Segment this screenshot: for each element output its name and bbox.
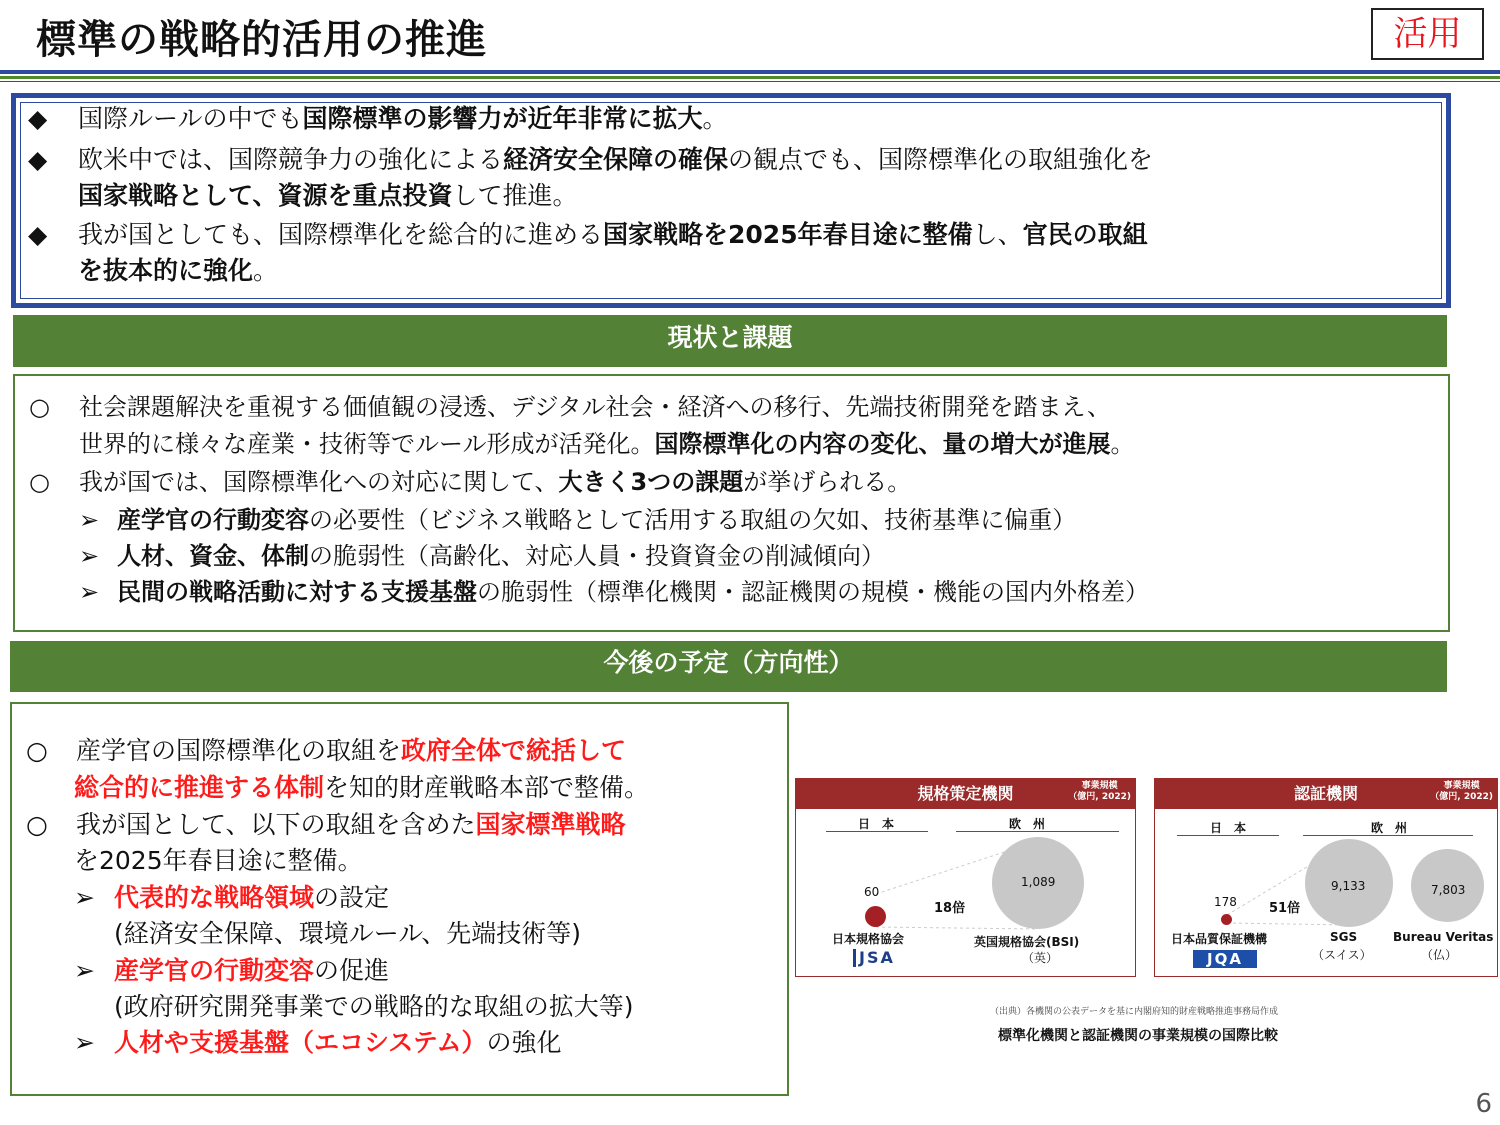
future-sub-1: ➢ 代表的な戦略領域の設定 [74, 881, 389, 915]
standards-panel-header: 規格策定機関 事業規模 （億円, 2022) [796, 779, 1135, 809]
certification-bodies-panel: 認証機関 事業規模 （億円, 2022) 日 本 欧 州 9,133 7,803 178 51倍 日本品質保証機構 SGS （スイス） Bureau Veritas （仏） JQA [1154, 778, 1498, 977]
current-sub-2: ➢ 人材、資金、体制の脆弱性（高齢化、対応人員・投資資金の削減傾向） [79, 539, 885, 573]
page-title: 標準の戦略的活用の推進 [36, 17, 487, 63]
current-heading: 現状と課題 [13, 315, 1447, 367]
jqa-logo: JQA [1193, 950, 1257, 968]
diamond-bullet-icon: ◆ [28, 145, 48, 174]
jsa-logo: JSA [853, 949, 895, 967]
circle-bullet-icon: ○ [26, 810, 48, 839]
summary-box [11, 93, 1451, 308]
summary-line-2: ◆ 欧米中では、国際競争力の強化による経済安全保障の確保の観点でも、国際標準化の取組強化を [28, 143, 1153, 177]
summary-line-3: 国家戦略として、資源を重点投資して推進。 [78, 181, 578, 210]
header-rule-blue [0, 70, 1500, 74]
future-sub-2: ➢ 産学官の行動変容の促進 [74, 954, 389, 988]
jsa-circle [865, 906, 886, 927]
future-sub-1-detail: (経済安全保障、環境ルール、先端技術等) [114, 919, 582, 948]
future-p2-line1: ○ 我が国として、以下の取組を含めた国家標準戦略 [26, 808, 626, 842]
figure-caption: 標準化機関と認証機関の事業規模の国際比較 [998, 1028, 1278, 1044]
category-badge: 活用 [1371, 8, 1484, 60]
figure-source: （出典）各機関の公表データを基に内閣府知的財産戦略推進事務局作成 [990, 1007, 1279, 1017]
arrow-bullet-icon: ➢ [74, 883, 95, 912]
summary-line-4: ◆ 我が国としても、国際標準化を総合的に進める国家戦略を2025年春目途に整備し、官民の取組 [28, 218, 1148, 252]
future-p2-line2: を2025年春目途に整備。 [74, 846, 363, 875]
arrow-bullet-icon: ➢ [74, 956, 95, 985]
circle-bullet-icon: ○ [29, 393, 50, 421]
current-line-3: ○ 我が国では、国際標準化への対応に関して、大きく3つの課題が挙げられる。 [29, 465, 911, 499]
circle-bullet-icon: ○ [29, 468, 50, 496]
future-box [10, 702, 789, 1096]
arrow-bullet-icon: ➢ [74, 1028, 95, 1057]
page-number: 6 [1475, 1089, 1492, 1119]
future-p1-line2: 総合的に推進する体制を知的財産戦略本部で整備。 [74, 773, 650, 802]
circle-bullet-icon: ○ [26, 736, 48, 765]
future-sub-3: ➢ 人材や支援基盤（エコシステム）の強化 [74, 1026, 562, 1060]
summary-line-1: ◆ 国際ルールの中でも国際標準の影響力が近年非常に拡大。 [28, 102, 728, 136]
summary-line-5: を抜本的に強化。 [78, 256, 279, 285]
header-rule-thin [0, 81, 1500, 82]
arrow-bullet-icon: ➢ [79, 578, 100, 606]
current-sub-1: ➢ 産学官の行動変容の必要性（ビジネス戦略として活用する取組の欠如、技術基準に偏重） [79, 503, 1076, 537]
current-line-2: 世界的に様々な産業・技術等でルール形成が活発化。国際標準化の内容の変化、量の増大が進展。 [79, 430, 1135, 458]
certification-panel-header: 認証機関 事業規模 （億円, 2022) [1155, 779, 1497, 809]
future-heading: 今後の予定（方向性） [10, 641, 1447, 692]
current-line-1: ○ 社会課題解決を重視する価値観の浸透、デジタル社会・経済への移行、先端技術開発を踏まえ、 [29, 390, 1111, 424]
jqa-circle [1221, 914, 1232, 925]
arrow-bullet-icon: ➢ [79, 542, 100, 570]
future-sub-2-detail: (政府研究開発事業での戦略的な取組の拡大等) [114, 992, 634, 1021]
standards-bodies-panel: 規格策定機関 事業規模 （億円, 2022) 日 本 欧 州 1,089 60 18倍 日本規格協会 英国規格協会(BSI) （英） JSA [795, 778, 1136, 977]
current-sub-3: ➢ 民間の戦略活動に対する支援基盤の脆弱性（標準化機関・認証機関の規模・機能の国内外格差） [79, 575, 1149, 609]
arrow-bullet-icon: ➢ [79, 506, 100, 534]
diamond-bullet-icon: ◆ [28, 104, 48, 133]
header-rule-green [0, 76, 1500, 79]
diamond-bullet-icon: ◆ [28, 220, 48, 249]
current-box [13, 374, 1450, 632]
future-p1-line1: ○ 産学官の国際標準化の取組を政府全体で統括して [26, 734, 626, 768]
